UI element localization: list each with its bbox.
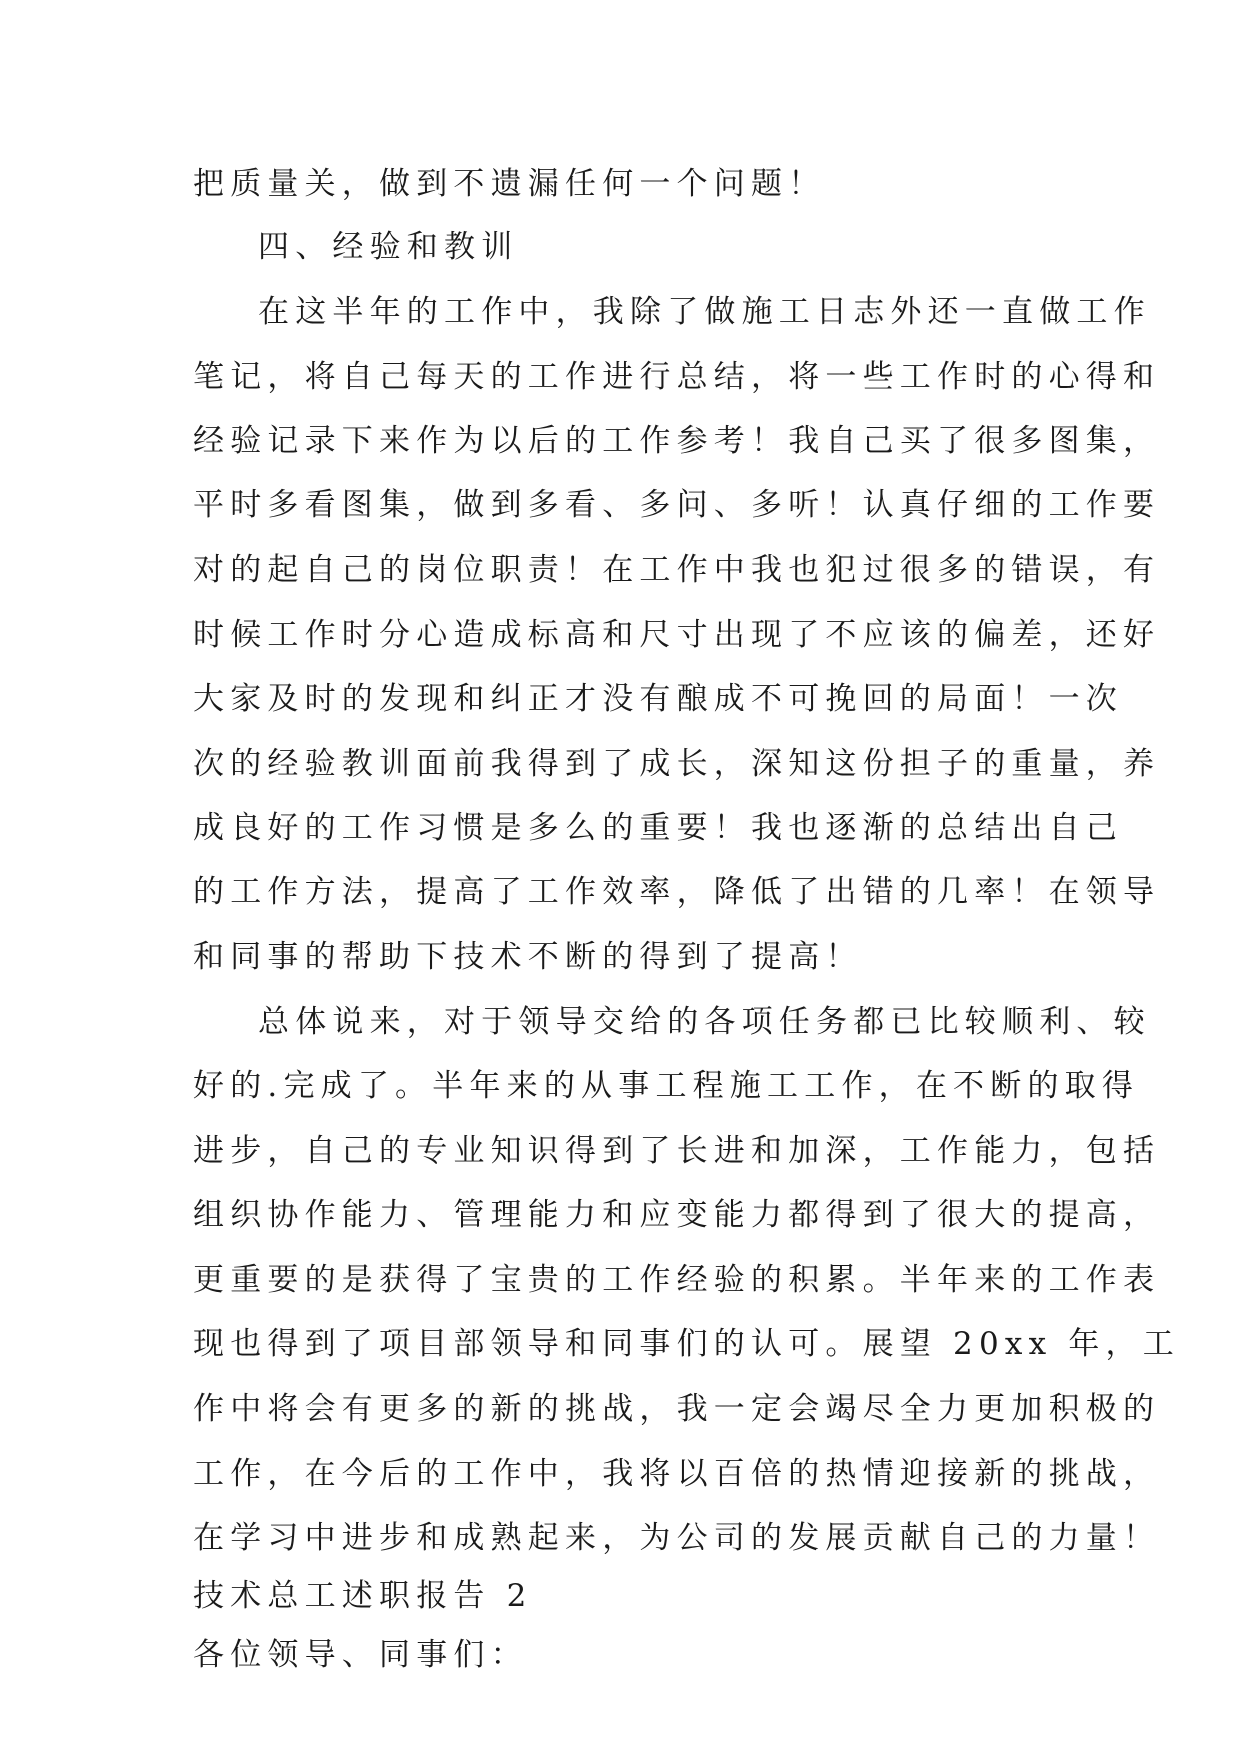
text-line: 成良好的工作习惯是多么的重要！我也逐渐的总结出自己	[193, 810, 1123, 846]
text-line: 在这半年的工作中，我除了做施工日志外还一直做工作	[258, 294, 1151, 330]
report-title: 技术总工述职报告 2	[193, 1578, 533, 1614]
text-line: 好的.完成了。半年来的从事工程施工工作，在不断的取得	[193, 1068, 1140, 1104]
text-line: 组织协作能力、管理能力和应变能力都得到了很大的提高，	[193, 1197, 1161, 1233]
text-line: 进步，自己的专业知识得到了长进和加深，工作能力，包括	[193, 1133, 1161, 1169]
text-line: 总体说来，对于领导交给的各项任务都已比较顺利、较	[258, 1004, 1151, 1040]
text-line: 和同事的帮助下技术不断的得到了提高！	[193, 939, 863, 975]
section-heading: 四、经验和教训	[258, 229, 519, 265]
text-line: 对的起自己的岗位职责！在工作中我也犯过很多的错误，有	[193, 552, 1161, 588]
text-line: 工作，在今后的工作中，我将以百倍的热情迎接新的挑战，	[193, 1456, 1161, 1492]
text-line: 把质量关，做到不遗漏任何一个问题！	[193, 166, 826, 202]
text-line: 平时多看图集，做到多看、多问、多听！认真仔细的工作要	[193, 487, 1161, 523]
salutation: 各位领导、同事们：	[193, 1637, 528, 1673]
text-line: 在学习中进步和成熟起来，为公司的发展贡献自己的力量！	[193, 1520, 1161, 1556]
text-line: 经验记录下来作为以后的工作参考！我自己买了很多图集，	[193, 423, 1161, 459]
text-line: 笔记，将自己每天的工作进行总结，将一些工作时的心得和	[193, 359, 1161, 395]
text-line: 作中将会有更多的新的挑战，我一定会竭尽全力更加积极的	[193, 1391, 1161, 1427]
text-line: 更重要的是获得了宝贵的工作经验的积累。半年来的工作表	[193, 1262, 1161, 1298]
text-line: 次的经验教训面前我得到了成长，深知这份担子的重量，养	[193, 746, 1161, 782]
text-line: 现也得到了项目部领导和同事们的认可。展望 20xx 年，工	[193, 1326, 1180, 1362]
text-line: 时候工作时分心造成标高和尺寸出现了不应该的偏差，还好	[193, 617, 1161, 653]
text-line: 的工作方法，提高了工作效率，降低了出错的几率！在领导	[193, 874, 1161, 910]
text-line: 大家及时的发现和纠正才没有酿成不可挽回的局面！一次	[193, 681, 1123, 717]
